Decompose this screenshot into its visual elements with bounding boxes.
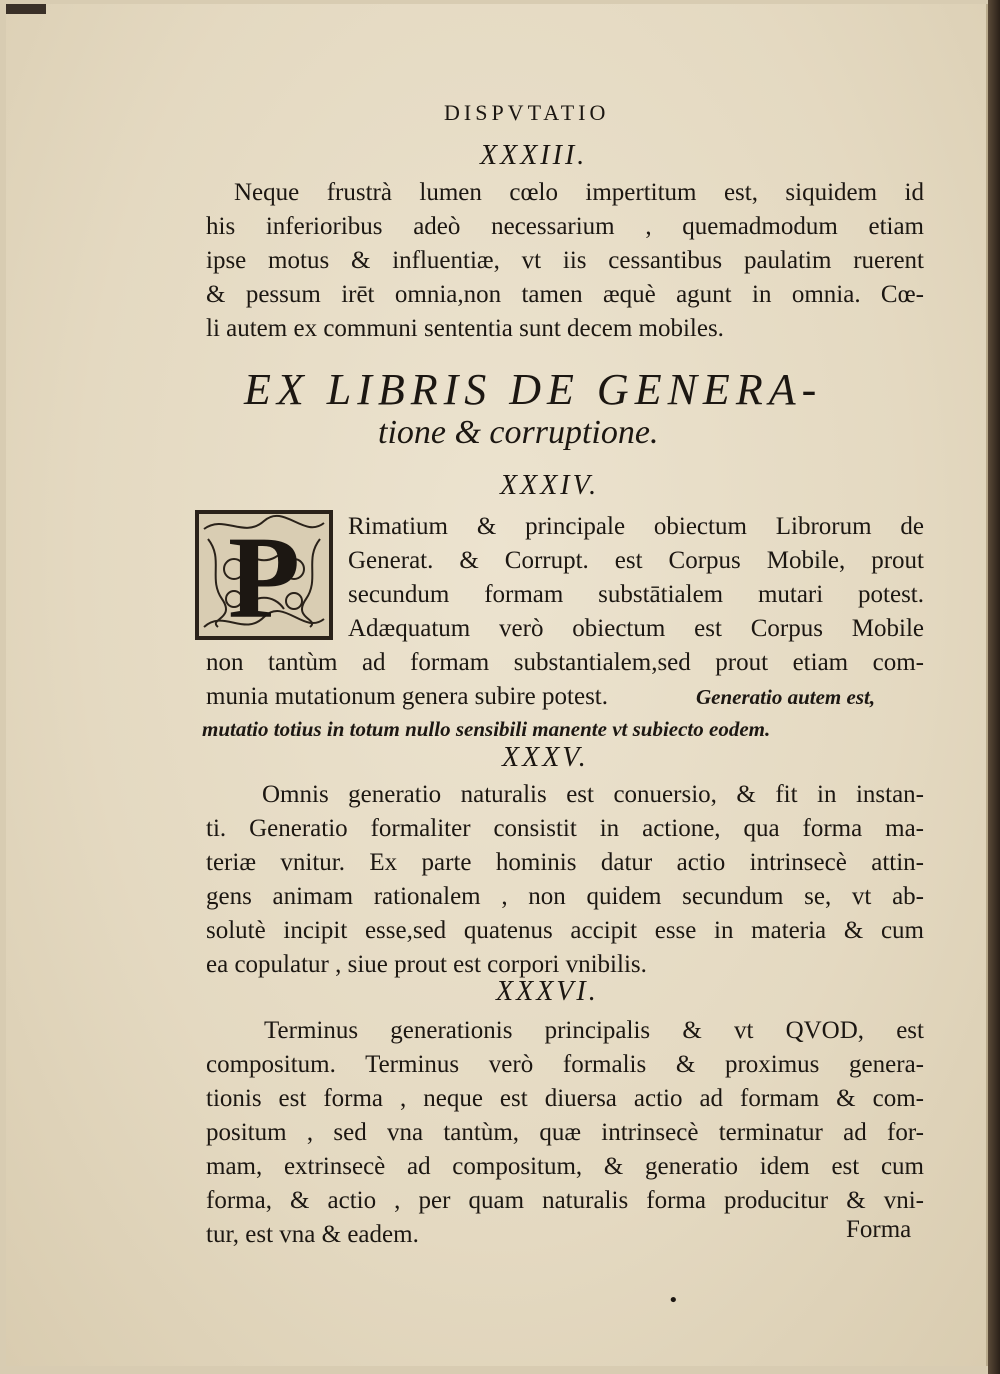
section-number-35: XXXV.: [502, 742, 589, 773]
section-number-33: XXXIII.: [480, 140, 588, 171]
text-line: solutè incipit esse,sed quatenus accipit esse in materia & cum: [206, 917, 924, 944]
text-line: Adæquatum verò obiectum est Corpus Mobile: [348, 615, 924, 642]
text-line: & pessum irēt omnia,non tamen æquè agunt in omnia. Cœ-: [206, 281, 924, 308]
text-line: secundum formam substātialem mutari potest.: [348, 581, 924, 608]
text-line: Rimatium & principale obiectum Librorum de: [348, 513, 924, 540]
text-line: forma, & actio , per quam naturalis forma producitur & vni-: [206, 1187, 924, 1214]
text-line: mam, extrinsecè ad compositum, & generatio idem est cum: [206, 1153, 924, 1180]
text-line: teriæ vnitur. Ex parte hominis datur actio intrinsecè attin-: [206, 849, 924, 876]
text-line: Neque frustrà lumen cœlo impertitum est, siquidem id: [234, 179, 924, 206]
text-line: Terminus generationis principalis & vt QVOD, est: [264, 1017, 924, 1044]
italic-definition: mutatio totius in totum nullo sensibili manente vt subiecto eodem.: [202, 717, 771, 741]
running-head: DISPVTATIO: [444, 100, 610, 125]
text-line: compositum. Terminus verò formalis & proximus genera-: [206, 1051, 924, 1078]
section-number-36: XXXVI.: [496, 976, 599, 1007]
text-line: Omnis generatio naturalis est conuersio, & fit in instan-: [262, 781, 924, 808]
catchword: Forma: [846, 1216, 912, 1243]
page-ornament-icon: •: [668, 1290, 679, 1311]
text-line: ti. Generatio formaliter consistit in actione, qua forma ma-: [206, 815, 924, 842]
book-subtitle: tione & corruptione.: [378, 414, 659, 451]
text-line: non tantùm ad formam substantialem,sed prout etiam com-: [206, 649, 924, 676]
page-corner-shadow: [6, 4, 46, 14]
book-page: [6, 4, 989, 1366]
book-title: EX LIBRIS DE GENERA-: [244, 365, 823, 414]
svg-text:P: P: [227, 512, 301, 641]
text-line: ea copulatur , siue prout est corpori vnibilis.: [206, 951, 647, 978]
text-line: his inferioribus adeò necessarium , quemadmodum etiam: [206, 213, 924, 240]
italic-definition-start: Generatio autem est,: [696, 685, 876, 709]
text-line: tionis est forma , neque est diuersa actio ad formam & com-: [206, 1085, 924, 1112]
decorated-initial-icon: [194, 509, 334, 641]
text-line: Generat. & Corrupt. est Corpus Mobile, prout: [348, 547, 924, 574]
book-binding-edge: [988, 0, 1000, 1374]
text-line: munia mutationum genera subire potest.: [206, 683, 608, 710]
text-line: ipse motus & influentiæ, vt iis cessantibus paulatim ruerent: [206, 247, 924, 274]
section-number-34: XXXIV.: [500, 470, 600, 501]
text-line: positum , sed vna tantùm, quæ intrinsecè terminatur ad for-: [206, 1119, 924, 1146]
text-line: li autem ex communi sententia sunt decem mobiles.: [206, 315, 724, 342]
text-line: tur, est vna & eadem.: [206, 1221, 419, 1248]
text-line: gens animam rationalem , non quidem secundum se, vt ab-: [206, 883, 924, 910]
